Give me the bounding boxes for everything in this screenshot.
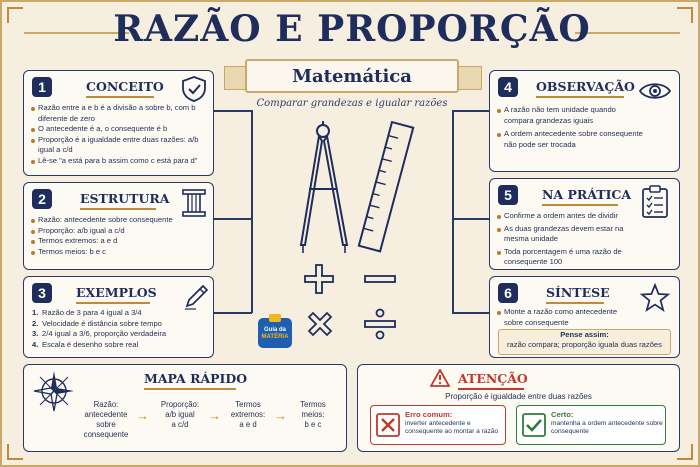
eye-icon [638, 79, 672, 103]
minus-icon [362, 264, 398, 294]
error-title: Erro comum: [405, 410, 453, 419]
flow-step-extremos: Termos extremos: a e d [230, 400, 266, 429]
concept-list [30, 103, 210, 166]
list-item: Proporção é a igualdade entre duas razões: a/b igual a c/d [30, 135, 210, 156]
connector [452, 312, 490, 314]
connector [214, 110, 252, 112]
card-sintese [489, 276, 680, 358]
list-item: Razão: antecedente sobre consequente [30, 215, 180, 226]
card-title: EXEMPLOS [76, 285, 157, 300]
connector [452, 218, 490, 220]
list-item: Razão entre a e b é a divisão a sobre b, com b diferente de zero [30, 103, 210, 124]
arrow-right-icon: → [274, 408, 287, 423]
attention-panel [357, 364, 680, 452]
check-icon [522, 413, 546, 437]
compass-rose-icon [32, 369, 76, 413]
synthesis-list [496, 307, 636, 328]
card-title: NA PRÁTICA [542, 187, 632, 202]
card-title: CONCEITO [86, 79, 164, 94]
card-number: 2 [32, 189, 52, 209]
shield-check-icon [180, 75, 208, 103]
card-observacao [489, 70, 680, 172]
logo-cap [269, 314, 281, 322]
column-icon [180, 188, 208, 218]
error-box [370, 405, 506, 445]
structure-list [30, 215, 180, 257]
title-underline [86, 96, 154, 98]
card-pratica [489, 178, 680, 270]
list-item: A ordem antecedente sobre consequente não pode ser trocada [496, 129, 646, 150]
star-icon [640, 283, 670, 313]
title-underline [542, 204, 618, 206]
corner-ornament [7, 444, 23, 460]
ruler-icon [359, 122, 413, 251]
connector [251, 110, 253, 313]
card-estrutura [23, 182, 214, 270]
card-title: SÍNTESE [546, 285, 610, 300]
attention-subtitle: Proporção é igualdade entre duas razões [445, 392, 592, 401]
subtitle: Comparar grandezas e igualar razões [256, 98, 448, 109]
card-number: 4 [498, 77, 518, 97]
list-item: A razão não tem unidade quando compara grandezas iguais [496, 105, 646, 126]
attention-title: ATENÇÃO [458, 371, 528, 386]
title-underline [80, 208, 156, 210]
list-item: Monte a razão como antecedente sobre consequente [496, 307, 636, 328]
title-underline [546, 302, 604, 304]
pencil-icon [182, 283, 210, 311]
title-underline [458, 388, 524, 390]
card-number: 3 [32, 283, 52, 303]
practice-list [496, 211, 636, 268]
times-icon [304, 308, 336, 340]
title-underline [144, 388, 236, 390]
correct-box [516, 405, 666, 445]
plus-icon [302, 262, 336, 296]
flow-step-proporcao: Proporção: a/b igual a c/d [160, 400, 200, 429]
list-item: As duas grandezas devem estar na mesma unidade [496, 224, 636, 245]
connector [214, 218, 252, 220]
list-item: Toda porcentagem é uma razão de consequente 100 [496, 247, 636, 268]
geometry-tools-illustration [287, 117, 417, 257]
think-box-title: Pense assim: [560, 330, 609, 339]
list-item: Proporção: a/b igual a c/d [30, 226, 180, 237]
title-underline [536, 96, 624, 98]
clipboard-checklist-icon [640, 185, 670, 219]
quick-map-title: MAPA RÁPIDO [144, 371, 248, 386]
subject-banner: Matemática [245, 59, 459, 93]
list-item: 4. Escala é desenho sobre real [32, 339, 139, 349]
title-underline [76, 302, 150, 304]
list-item: Termos extremos: a e d [30, 236, 180, 247]
error-text: inverter antecedente e consequente ao montar a razão [405, 419, 499, 435]
think-box [498, 329, 671, 355]
list-item: 2. Velocidade é distância sobre tempo [32, 318, 162, 328]
think-box-text: razão compara; proporção iguala duas razões [507, 340, 662, 349]
divide-icon [362, 306, 398, 342]
connector [214, 312, 252, 314]
connector [452, 110, 490, 112]
list-item: Termos meios: b e c [30, 247, 180, 258]
list-item: 1. Razão de 3 para 4 igual a 3/4 [32, 308, 142, 317]
card-exemplos [23, 276, 214, 358]
flow-step-razao: Razão: antecedente sobre consequente [83, 400, 129, 439]
correct-text: mantenha a ordem antecedente sobre consequente [551, 419, 663, 435]
arrow-right-icon: → [208, 408, 221, 423]
connector [452, 110, 454, 313]
list-item: 3. 2/4 igual a 3/6, proporção verdadeira [32, 329, 167, 338]
arrow-right-icon: → [136, 408, 149, 423]
card-number: 1 [32, 77, 52, 97]
warning-icon [430, 369, 450, 387]
brand-logo: Guia da MATÉRIA [258, 318, 292, 348]
page-title: RAZÃO E PROPORÇÃO [113, 8, 591, 50]
list-item: Lê-se "a está para b assim como c está para d" [30, 156, 210, 167]
card-title: OBSERVAÇÃO [536, 79, 635, 94]
card-number: 5 [498, 185, 518, 205]
card-title: ESTRUTURA [80, 191, 170, 206]
observation-list [496, 105, 646, 150]
correct-title: Certo: [551, 410, 574, 419]
list-item: O antecedente é a, o consequente é b [30, 124, 210, 135]
flow-step-meios: Termos meios: b e c [300, 400, 326, 429]
examples-list [32, 308, 182, 350]
list-item: Confirme a ordem antes de dividir [496, 211, 636, 222]
error-x-icon [376, 413, 400, 437]
card-conceito [23, 70, 214, 176]
card-number: 6 [498, 283, 518, 303]
compass-tool-icon [301, 121, 347, 253]
